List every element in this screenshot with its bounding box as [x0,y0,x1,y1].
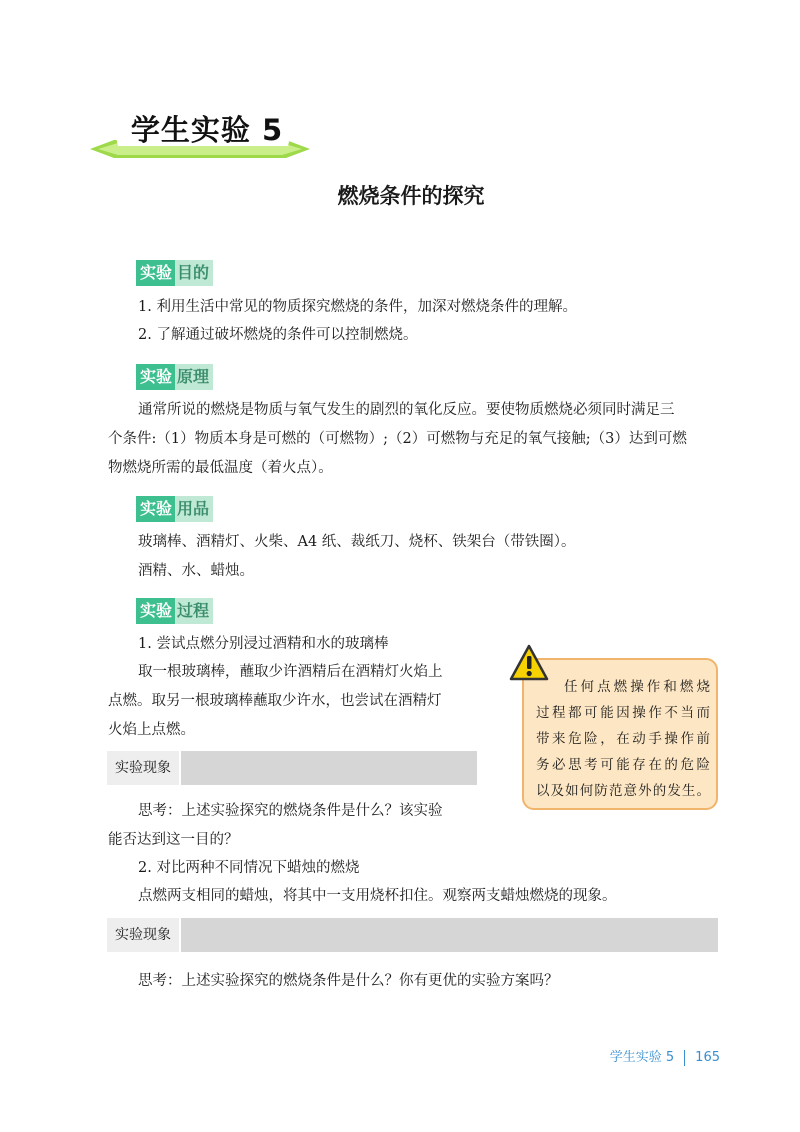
page-footer [610,1048,720,1068]
step1-observation-row [107,751,477,785]
page-number: 165 [695,1050,720,1065]
observation-label: 实验现象 [107,751,181,785]
step1-heading: 1. 尝试点燃分别浸过酒精和水的玻璃棒 [138,636,389,652]
section-heading-procedure [136,598,213,624]
purpose-line-2: 2. 了解通过破坏燃烧的条件可以控制燃烧。 [138,327,418,343]
experiment-banner [90,100,310,162]
note-line-1: 任何点燃操作和燃烧 [564,679,710,695]
step1-line-3: 火焰上点燃。 [108,722,195,738]
note-line-3: 带来危险，在动手操作前 [536,731,710,747]
observation-label: 实验现象 [107,918,181,952]
page-title: 燃烧条件的探究 [337,184,485,208]
purpose-line-1: 1. 利用生活中常见的物质探究燃烧的条件，加深对燃烧条件的理解。 [138,299,577,315]
section-tag-dark: 实验 [136,260,175,286]
section-tag-dark: 实验 [136,496,175,522]
step1-line-2: 点燃。取另一根玻璃棒蘸取少许水，也尝试在酒精灯 [108,693,442,709]
observation-answer-area[interactable] [181,751,477,785]
section-tag-dark: 实验 [136,364,175,390]
step2-observation-row [107,918,718,952]
materials-line-1: 玻璃棒、酒精灯、火柴、A4 纸、裁纸刀、烧杯、铁架台（带铁圈）。 [138,534,576,550]
principle-line-2: 个条件:（1）物质本身是可燃的（可燃物）;（2）可燃物与充足的氧气接触;（3）达到可燃 [108,431,687,447]
step1-think-line-1: 思考：上述实验探究的燃烧条件是什么？该实验 [138,803,443,819]
materials-line-2: 酒精、水、蜡烛。 [138,563,254,579]
step2-heading: 2. 对比两种不同情况下蜡烛的燃烧 [138,860,360,876]
note-line-5: 以及如何防范意外的发生。 [536,783,710,799]
note-line-4: 务必思考可能存在的危险 [536,757,710,773]
note-line-2: 过程都可能因操作不当而 [536,705,710,721]
principle-line-3: 物燃烧所需的最低温度（着火点）。 [108,460,333,476]
section-tag-light: 过程 [175,598,213,624]
section-heading-materials [136,496,213,522]
section-heading-principle [136,364,213,390]
section-tag-light: 原理 [175,364,213,390]
warning-icon [508,643,550,683]
footer-section-name: 学生实验 5 [609,1050,675,1065]
observation-answer-area[interactable] [181,918,718,952]
safety-note-box [522,658,718,810]
step1-think-line-2: 能否达到这一目的？ [108,832,239,848]
footer-divider [684,1050,685,1066]
step1-line-1: 取一根玻璃棒，蘸取少许酒精后在酒精灯火焰上 [138,664,443,680]
section-tag-dark: 实验 [136,598,175,624]
section-tag-light: 用品 [175,496,213,522]
section-heading-purpose [136,260,213,286]
step2-think: 思考：上述实验探究的燃烧条件是什么？你有更优的实验方案吗？ [138,973,559,989]
section-tag-light: 目的 [175,260,213,286]
principle-line-1: 通常所说的燃烧是物质与氧气发生的剧烈的氧化反应。要使物质燃烧必须同时满足三 [138,402,675,418]
step2-line: 点燃两支相同的蜡烛，将其中一支用烧杯扣住。观察两支蜡烛燃烧的现象。 [138,888,617,904]
banner-title: 学生实验 5 [130,113,284,147]
